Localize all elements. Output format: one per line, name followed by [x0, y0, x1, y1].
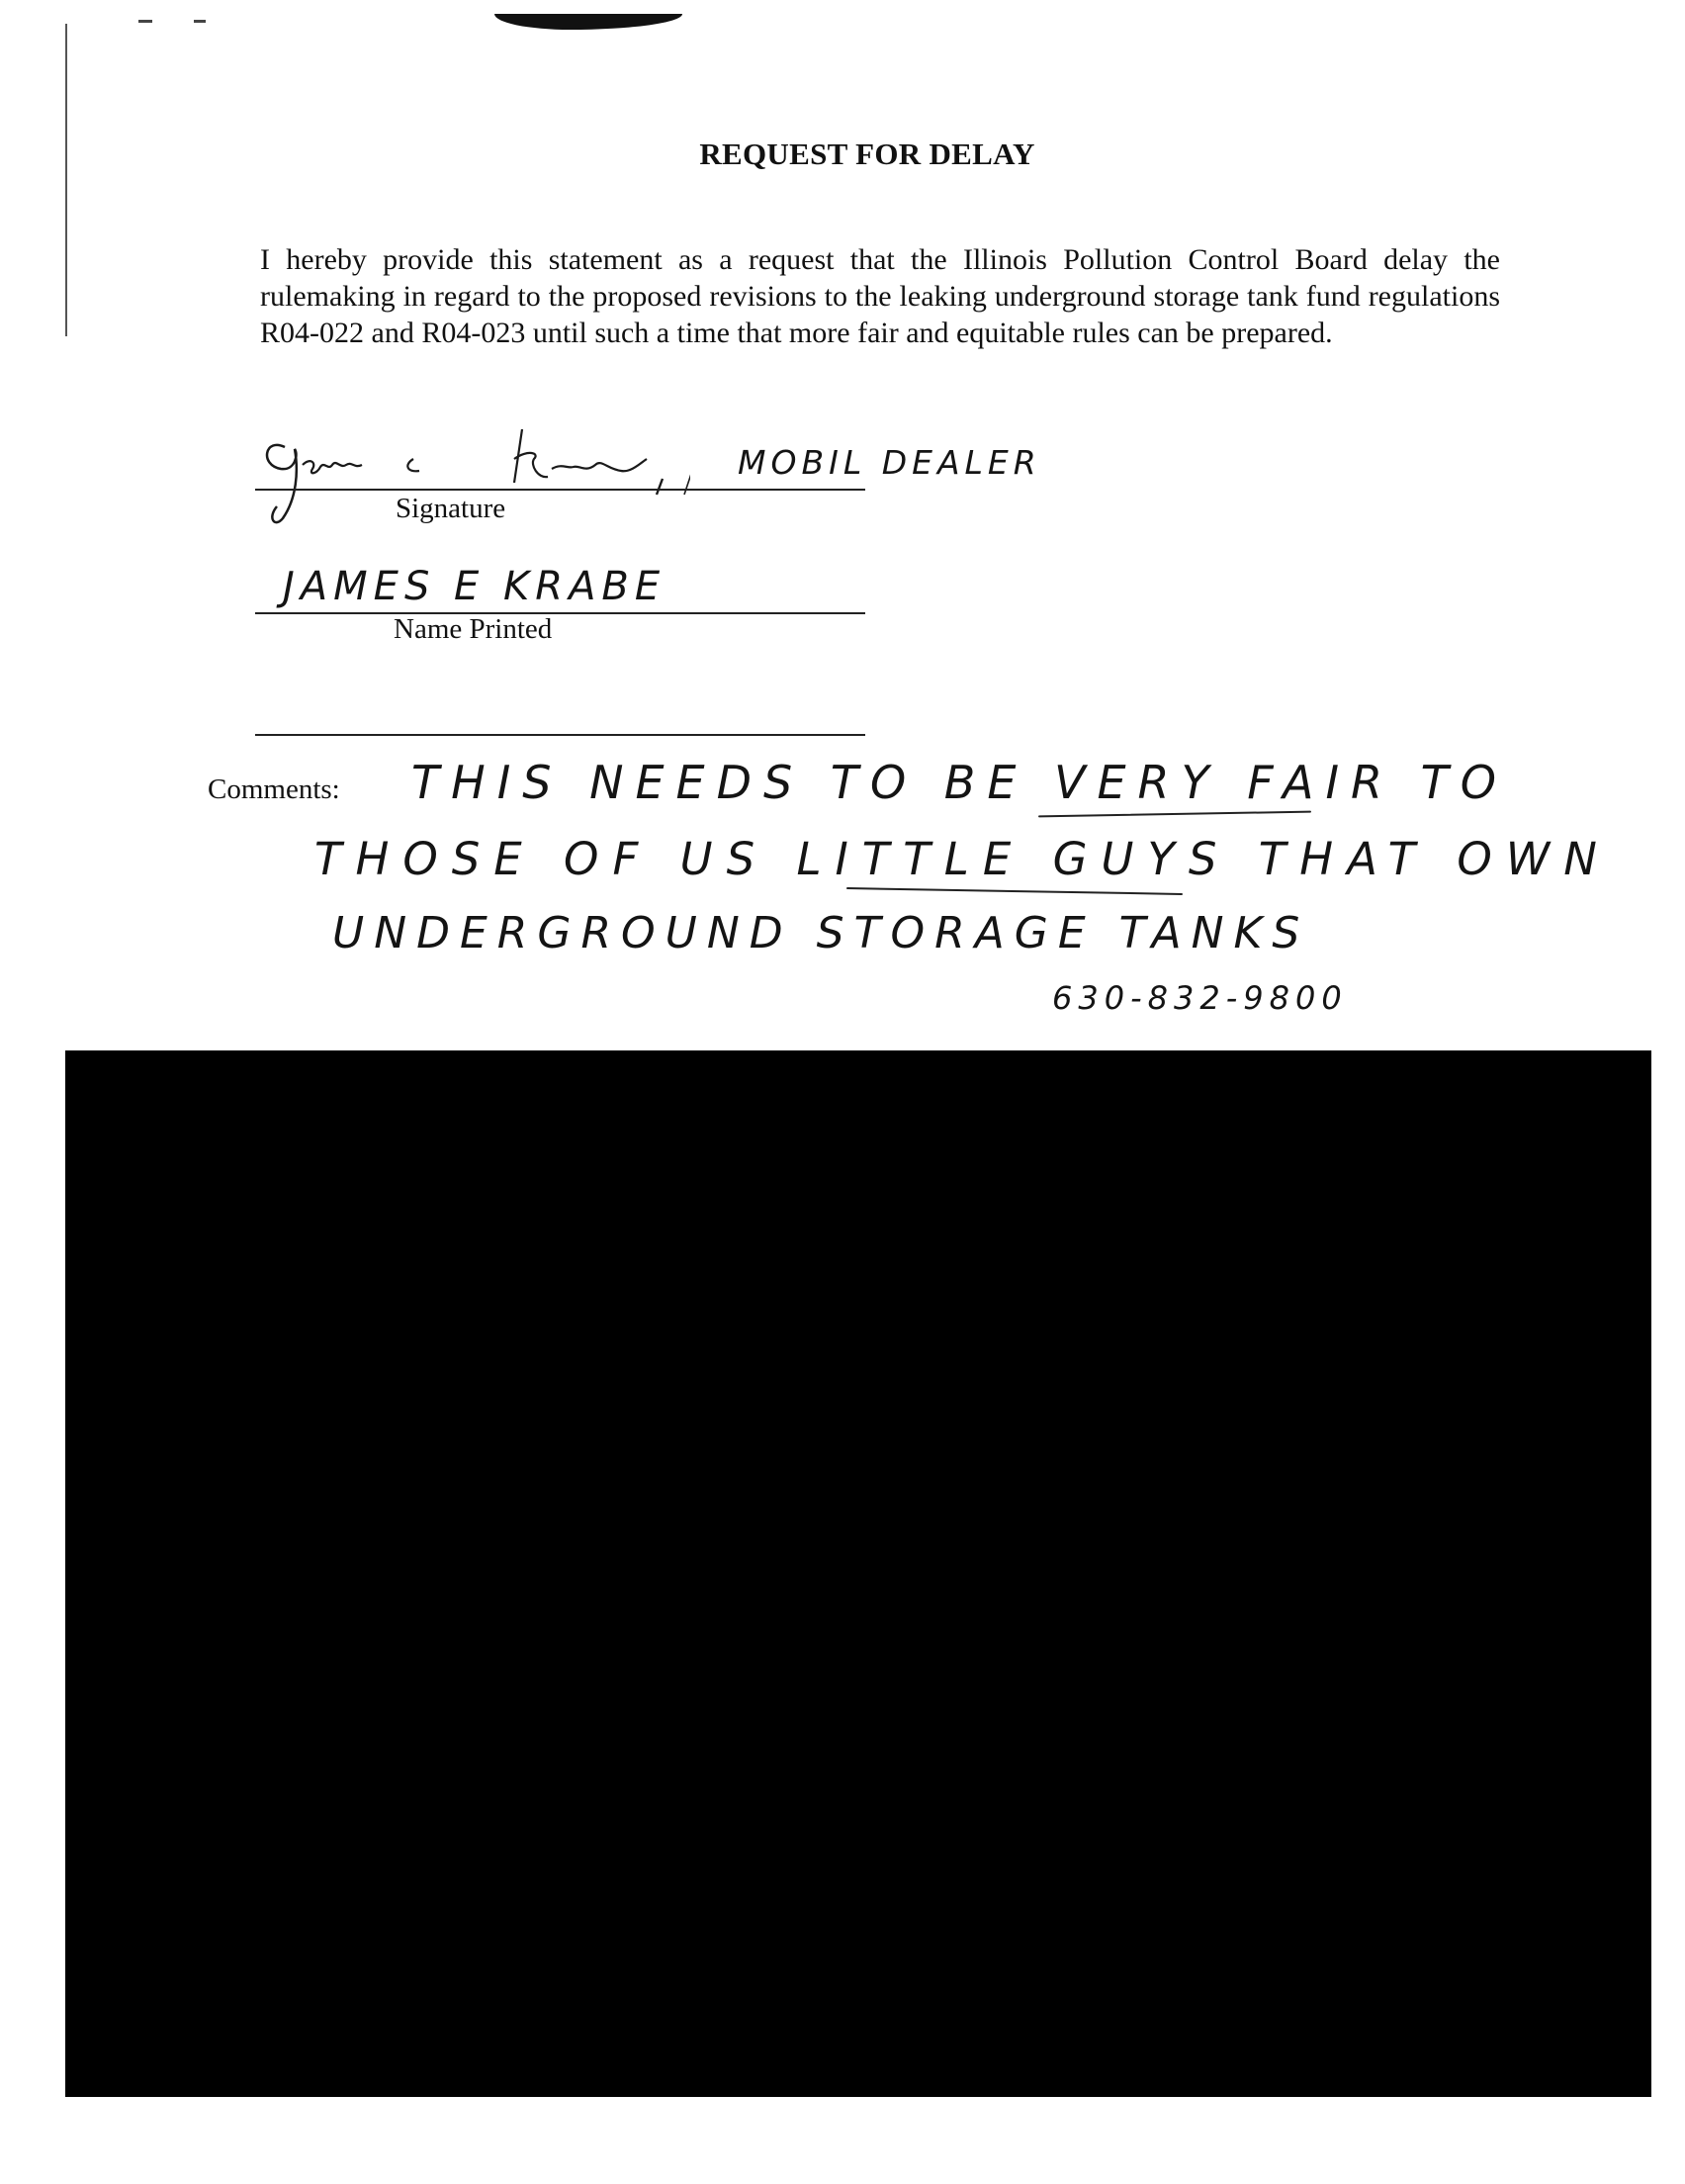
handwritten-underline — [1038, 811, 1311, 818]
scan-mark — [194, 20, 206, 23]
handwritten-comment-line: THOSE OF US LITTLE GUYS THAT OWN — [314, 833, 1611, 885]
scan-mark — [138, 20, 152, 23]
comments-label: Comments: — [208, 774, 340, 805]
handwritten-underline — [846, 887, 1183, 895]
handwritten-comment-line: THIS NEEDS TO BE VERY FAIR TO — [411, 756, 1508, 809]
signature-label: Signature — [396, 493, 506, 524]
blank-field-line — [255, 734, 865, 736]
redaction-block — [65, 1050, 1651, 2097]
scan-blot — [494, 14, 682, 30]
statement-paragraph: I hereby provide this statement as a request that the Illinois Pollution Control Board delay the rulemaking in regard to the proposed revisions to the leaking underground storage tank fund regulations R04-022 and R04-023 until such a time that more fair and equitable rules can be prepared. — [260, 243, 1500, 349]
handwritten-printed-name: JAMES E KRABE — [283, 564, 666, 609]
document-title: REQUEST FOR DELAY — [699, 136, 1035, 171]
signature-line — [255, 489, 865, 491]
handwritten-signer-title: MOBIL DEALER — [738, 443, 1041, 482]
name-printed-label: Name Printed — [394, 613, 553, 645]
handwritten-comment-line: UNDERGROUND STORAGE TANKS — [332, 908, 1310, 958]
handwritten-phone-number: 630-832-9800 — [1052, 979, 1348, 1017]
name-printed-line — [255, 612, 865, 614]
scan-margin-line — [65, 24, 67, 336]
